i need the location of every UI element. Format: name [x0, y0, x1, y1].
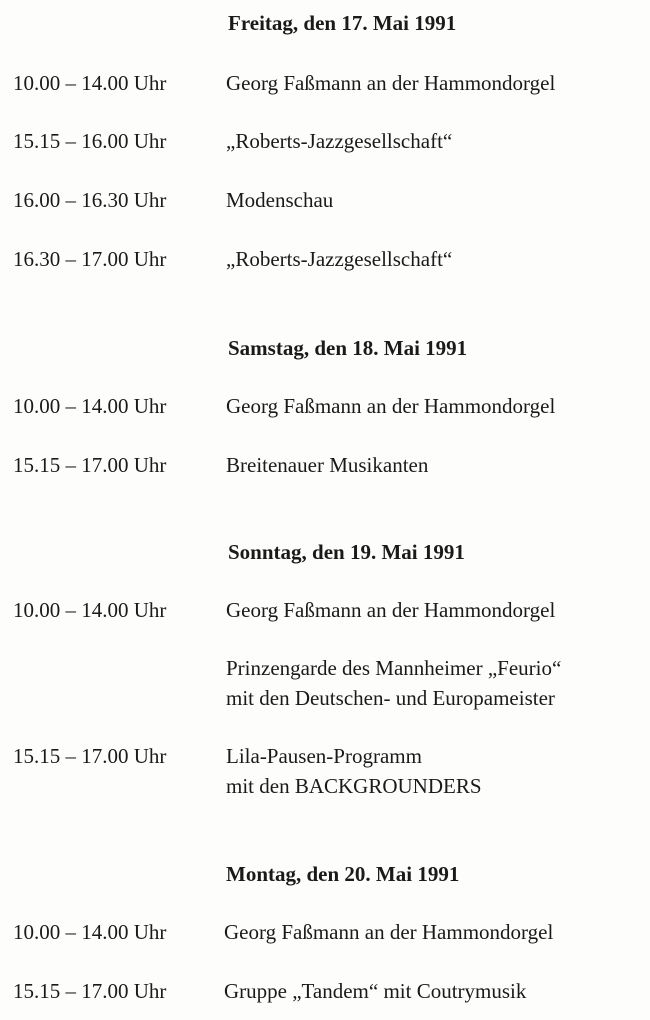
- event-title: Lila-Pausen-Programm: [226, 744, 422, 768]
- event-title: Prinzengarde des Mannheimer „Feurio“: [226, 656, 562, 680]
- time-slot: 15.15 – 16.00 Uhr: [13, 129, 167, 153]
- event-title: Modenschau: [226, 188, 334, 212]
- day-heading-friday: Freitag, den 17. Mai 1991: [228, 11, 457, 35]
- event-subtitle: mit den Deutschen- und Europameister: [226, 686, 555, 710]
- event-subtitle: mit den BACKGROUNDERS: [226, 774, 482, 798]
- event-title: Georg Faßmann an der Hammondorgel: [224, 920, 554, 944]
- time-slot: 16.30 – 17.00 Uhr: [13, 247, 167, 271]
- time-slot: 10.00 – 14.00 Uhr: [13, 598, 167, 622]
- day-heading-monday: Montag, den 20. Mai 1991: [226, 862, 460, 886]
- event-title: Gruppe „Tandem“ mit Coutrymusik: [224, 979, 527, 1003]
- event-title: Georg Faßmann an der Hammondorgel: [226, 71, 556, 95]
- day-heading-sunday: Sonntag, den 19. Mai 1991: [228, 540, 465, 564]
- event-title: „Roberts-Jazzgesellschaft“: [226, 129, 453, 153]
- day-heading-saturday: Samstag, den 18. Mai 1991: [228, 336, 468, 360]
- time-slot: 15.15 – 17.00 Uhr: [13, 744, 167, 768]
- time-slot: 15.15 – 17.00 Uhr: [13, 453, 167, 477]
- time-slot: 15.15 – 17.00 Uhr: [13, 979, 167, 1003]
- event-title: Breitenauer Musikanten: [226, 453, 429, 477]
- time-slot: 10.00 – 14.00 Uhr: [13, 920, 167, 944]
- time-slot: 16.00 – 16.30 Uhr: [13, 188, 167, 212]
- event-title: „Roberts-Jazzgesellschaft“: [226, 247, 453, 271]
- time-slot: 10.00 – 14.00 Uhr: [13, 71, 167, 95]
- event-title: Georg Faßmann an der Hammondorgel: [226, 598, 556, 622]
- event-title: Georg Faßmann an der Hammondorgel: [226, 394, 556, 418]
- time-slot: 10.00 – 14.00 Uhr: [13, 394, 167, 418]
